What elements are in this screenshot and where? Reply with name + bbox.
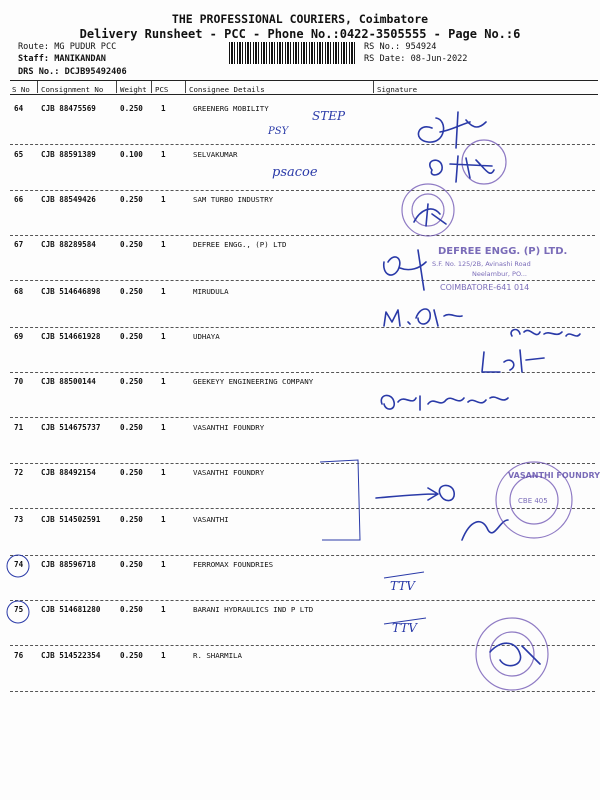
row-sno: 66 xyxy=(14,195,24,204)
row-consignee: SELVAKUMAR xyxy=(193,150,238,159)
step-handwriting: STEP xyxy=(312,109,346,123)
row-divider xyxy=(10,190,595,191)
row-consignment-no: CJB 88289584 xyxy=(41,240,96,249)
table-row xyxy=(0,605,600,650)
row-pcs: 1 xyxy=(161,468,166,477)
row-divider xyxy=(10,555,595,556)
drs-number: DRS No.: DCJB95492406 xyxy=(18,67,127,77)
defree-stamp-name: DEFREE ENGG. (P) LTD. xyxy=(438,246,568,257)
row-pcs: 1 xyxy=(161,240,166,249)
row-consignee: UDHAYA xyxy=(193,332,220,341)
col-sno: S No xyxy=(12,85,30,94)
row-divider xyxy=(10,417,595,418)
table-row xyxy=(0,332,600,377)
row-consignment-no: CJB 514661928 xyxy=(41,332,101,341)
row-divider xyxy=(10,372,595,373)
row-divider xyxy=(10,600,595,601)
row-sno: 70 xyxy=(14,377,24,386)
row-consignment-no: CJB 88492154 xyxy=(41,468,96,477)
psy-handwriting: PSY xyxy=(268,126,289,137)
route-label: Route: MG PUDUR PCC xyxy=(18,42,117,52)
row-consignment-no: CJB 88500144 xyxy=(41,377,96,386)
row-consignment-no: CJB 514681280 xyxy=(41,605,101,614)
row-consignee: FERROMAX FOUNDRIES xyxy=(193,560,274,569)
table-row xyxy=(0,104,600,149)
row-divider xyxy=(10,463,595,464)
row-weight: 0.250 xyxy=(120,287,143,296)
ttv-handwriting-1: TTV xyxy=(390,579,415,593)
row-consignment-no: CJB 514675737 xyxy=(41,423,101,432)
row-consignee: MIRUDULA xyxy=(193,287,229,296)
row-weight: 0.250 xyxy=(120,377,143,386)
table-row xyxy=(0,468,600,513)
row-consignment-no: CJB 514502591 xyxy=(41,515,101,524)
psacoe-handwriting: psacoe xyxy=(272,165,318,180)
row-consignee: VASANTHI xyxy=(193,515,229,524)
row-sno: 71 xyxy=(14,423,24,432)
row-pcs: 1 xyxy=(161,515,166,524)
col-pcs: PCS xyxy=(155,85,169,94)
row-sno: 72 xyxy=(14,468,24,477)
table-top-rule xyxy=(10,80,598,81)
table-row xyxy=(0,651,600,696)
table-row xyxy=(0,150,600,195)
row-sno: 64 xyxy=(14,104,24,113)
row-consignment-no: CJB 514522354 xyxy=(41,651,101,660)
table-row xyxy=(0,377,600,422)
row-divider xyxy=(10,280,595,281)
row-divider xyxy=(10,235,595,236)
row-weight: 0.250 xyxy=(120,240,143,249)
table-header-rule xyxy=(10,94,598,95)
row-pcs: 1 xyxy=(161,423,166,432)
row-sno: 75 xyxy=(14,605,24,614)
row-divider xyxy=(10,691,595,692)
row-sno: 67 xyxy=(14,240,24,249)
defree-stamp-address1: S.F. No. 125/2B, Avinashi Road xyxy=(432,260,531,268)
vasanthi-stamp-text: VASANTHI FOUNDRY xyxy=(508,471,600,480)
col-divider xyxy=(37,81,38,93)
row-weight: 0.250 xyxy=(120,195,143,204)
row-pcs: 1 xyxy=(161,560,166,569)
row-sno: 68 xyxy=(14,287,24,296)
row-consignment-no: CJB 88591389 xyxy=(41,150,96,159)
table-row xyxy=(0,515,600,560)
staff-label: Staff: MANIKANDAN xyxy=(18,54,106,64)
defree-stamp-address2: Neelambur, PO... xyxy=(472,270,528,278)
ttv-handwriting-2: TTV xyxy=(392,621,417,635)
vasanthi-stamp-code: CBE 405 xyxy=(518,497,548,505)
row-pcs: 1 xyxy=(161,651,166,660)
row-weight: 0.100 xyxy=(120,150,143,159)
col-divider xyxy=(151,81,152,93)
col-divider xyxy=(373,81,374,93)
row-sno: 74 xyxy=(14,560,24,569)
rs-date: RS Date: 08-Jun-2022 xyxy=(364,54,468,64)
row-consignee: VASANTHI FOUNDRY xyxy=(193,423,265,432)
row-consignment-no: CJB 514646898 xyxy=(41,287,101,296)
table-row xyxy=(0,240,600,285)
row-divider xyxy=(10,327,595,328)
row-pcs: 1 xyxy=(161,195,166,204)
company-title: THE PROFESSIONAL COURIERS, Coimbatore xyxy=(171,12,429,26)
col-signature: Signature xyxy=(377,85,418,94)
row-consignee: SAM TURBO INDUSTRY xyxy=(193,195,274,204)
table-row xyxy=(0,195,600,240)
row-weight: 0.250 xyxy=(120,560,143,569)
col-consignee: Consignee Details xyxy=(189,85,265,94)
row-consignment-no: CJB 88596718 xyxy=(41,560,96,569)
row-pcs: 1 xyxy=(161,605,166,614)
row-weight: 0.250 xyxy=(120,468,143,477)
row-consignee: VASANTHI FOUNDRY xyxy=(193,468,265,477)
row-weight: 0.250 xyxy=(120,515,143,524)
row-pcs: 1 xyxy=(161,104,166,113)
row-consignee: BARANI HYDRAULICS IND P LTD xyxy=(193,605,314,614)
row-pcs: 1 xyxy=(161,377,166,386)
row-weight: 0.250 xyxy=(120,423,143,432)
row-consignee: GEEKEYY ENGINEERING COMPANY xyxy=(193,377,314,386)
table-row xyxy=(0,560,600,605)
row-sno: 73 xyxy=(14,515,24,524)
row-weight: 0.250 xyxy=(120,104,143,113)
row-weight: 0.250 xyxy=(120,651,143,660)
row-divider xyxy=(10,508,595,509)
row-consignee: GREENERG MOBILITY xyxy=(193,104,269,113)
rs-number: RS No.: 954924 xyxy=(364,42,437,52)
row-weight: 0.250 xyxy=(120,605,143,614)
table-row xyxy=(0,423,600,468)
defree-stamp-city: COIMBATORE-641 014 xyxy=(440,283,530,292)
col-weight: Weight xyxy=(120,85,147,94)
row-weight: 0.250 xyxy=(120,332,143,341)
row-consignee: DEFREE ENGG., (P) LTD xyxy=(193,240,287,249)
col-divider xyxy=(116,81,117,93)
row-pcs: 1 xyxy=(161,150,166,159)
row-divider xyxy=(10,144,595,145)
row-consignment-no: CJB 88549426 xyxy=(41,195,96,204)
row-consignee: R. SHARMILA xyxy=(193,651,242,660)
row-sno: 76 xyxy=(14,651,24,660)
col-divider xyxy=(185,81,186,93)
barcode xyxy=(229,42,355,64)
row-pcs: 1 xyxy=(161,287,166,296)
row-sno: 65 xyxy=(14,150,24,159)
row-consignment-no: CJB 88475569 xyxy=(41,104,96,113)
row-divider xyxy=(10,645,595,646)
col-consignment: Consignment No xyxy=(41,85,104,94)
row-pcs: 1 xyxy=(161,332,166,341)
runsheet-title: Delivery Runsheet - PCC - Phone No.:0422-3505555 - Page No.:6 xyxy=(79,27,521,41)
row-sno: 69 xyxy=(14,332,24,341)
table-row xyxy=(0,287,600,332)
